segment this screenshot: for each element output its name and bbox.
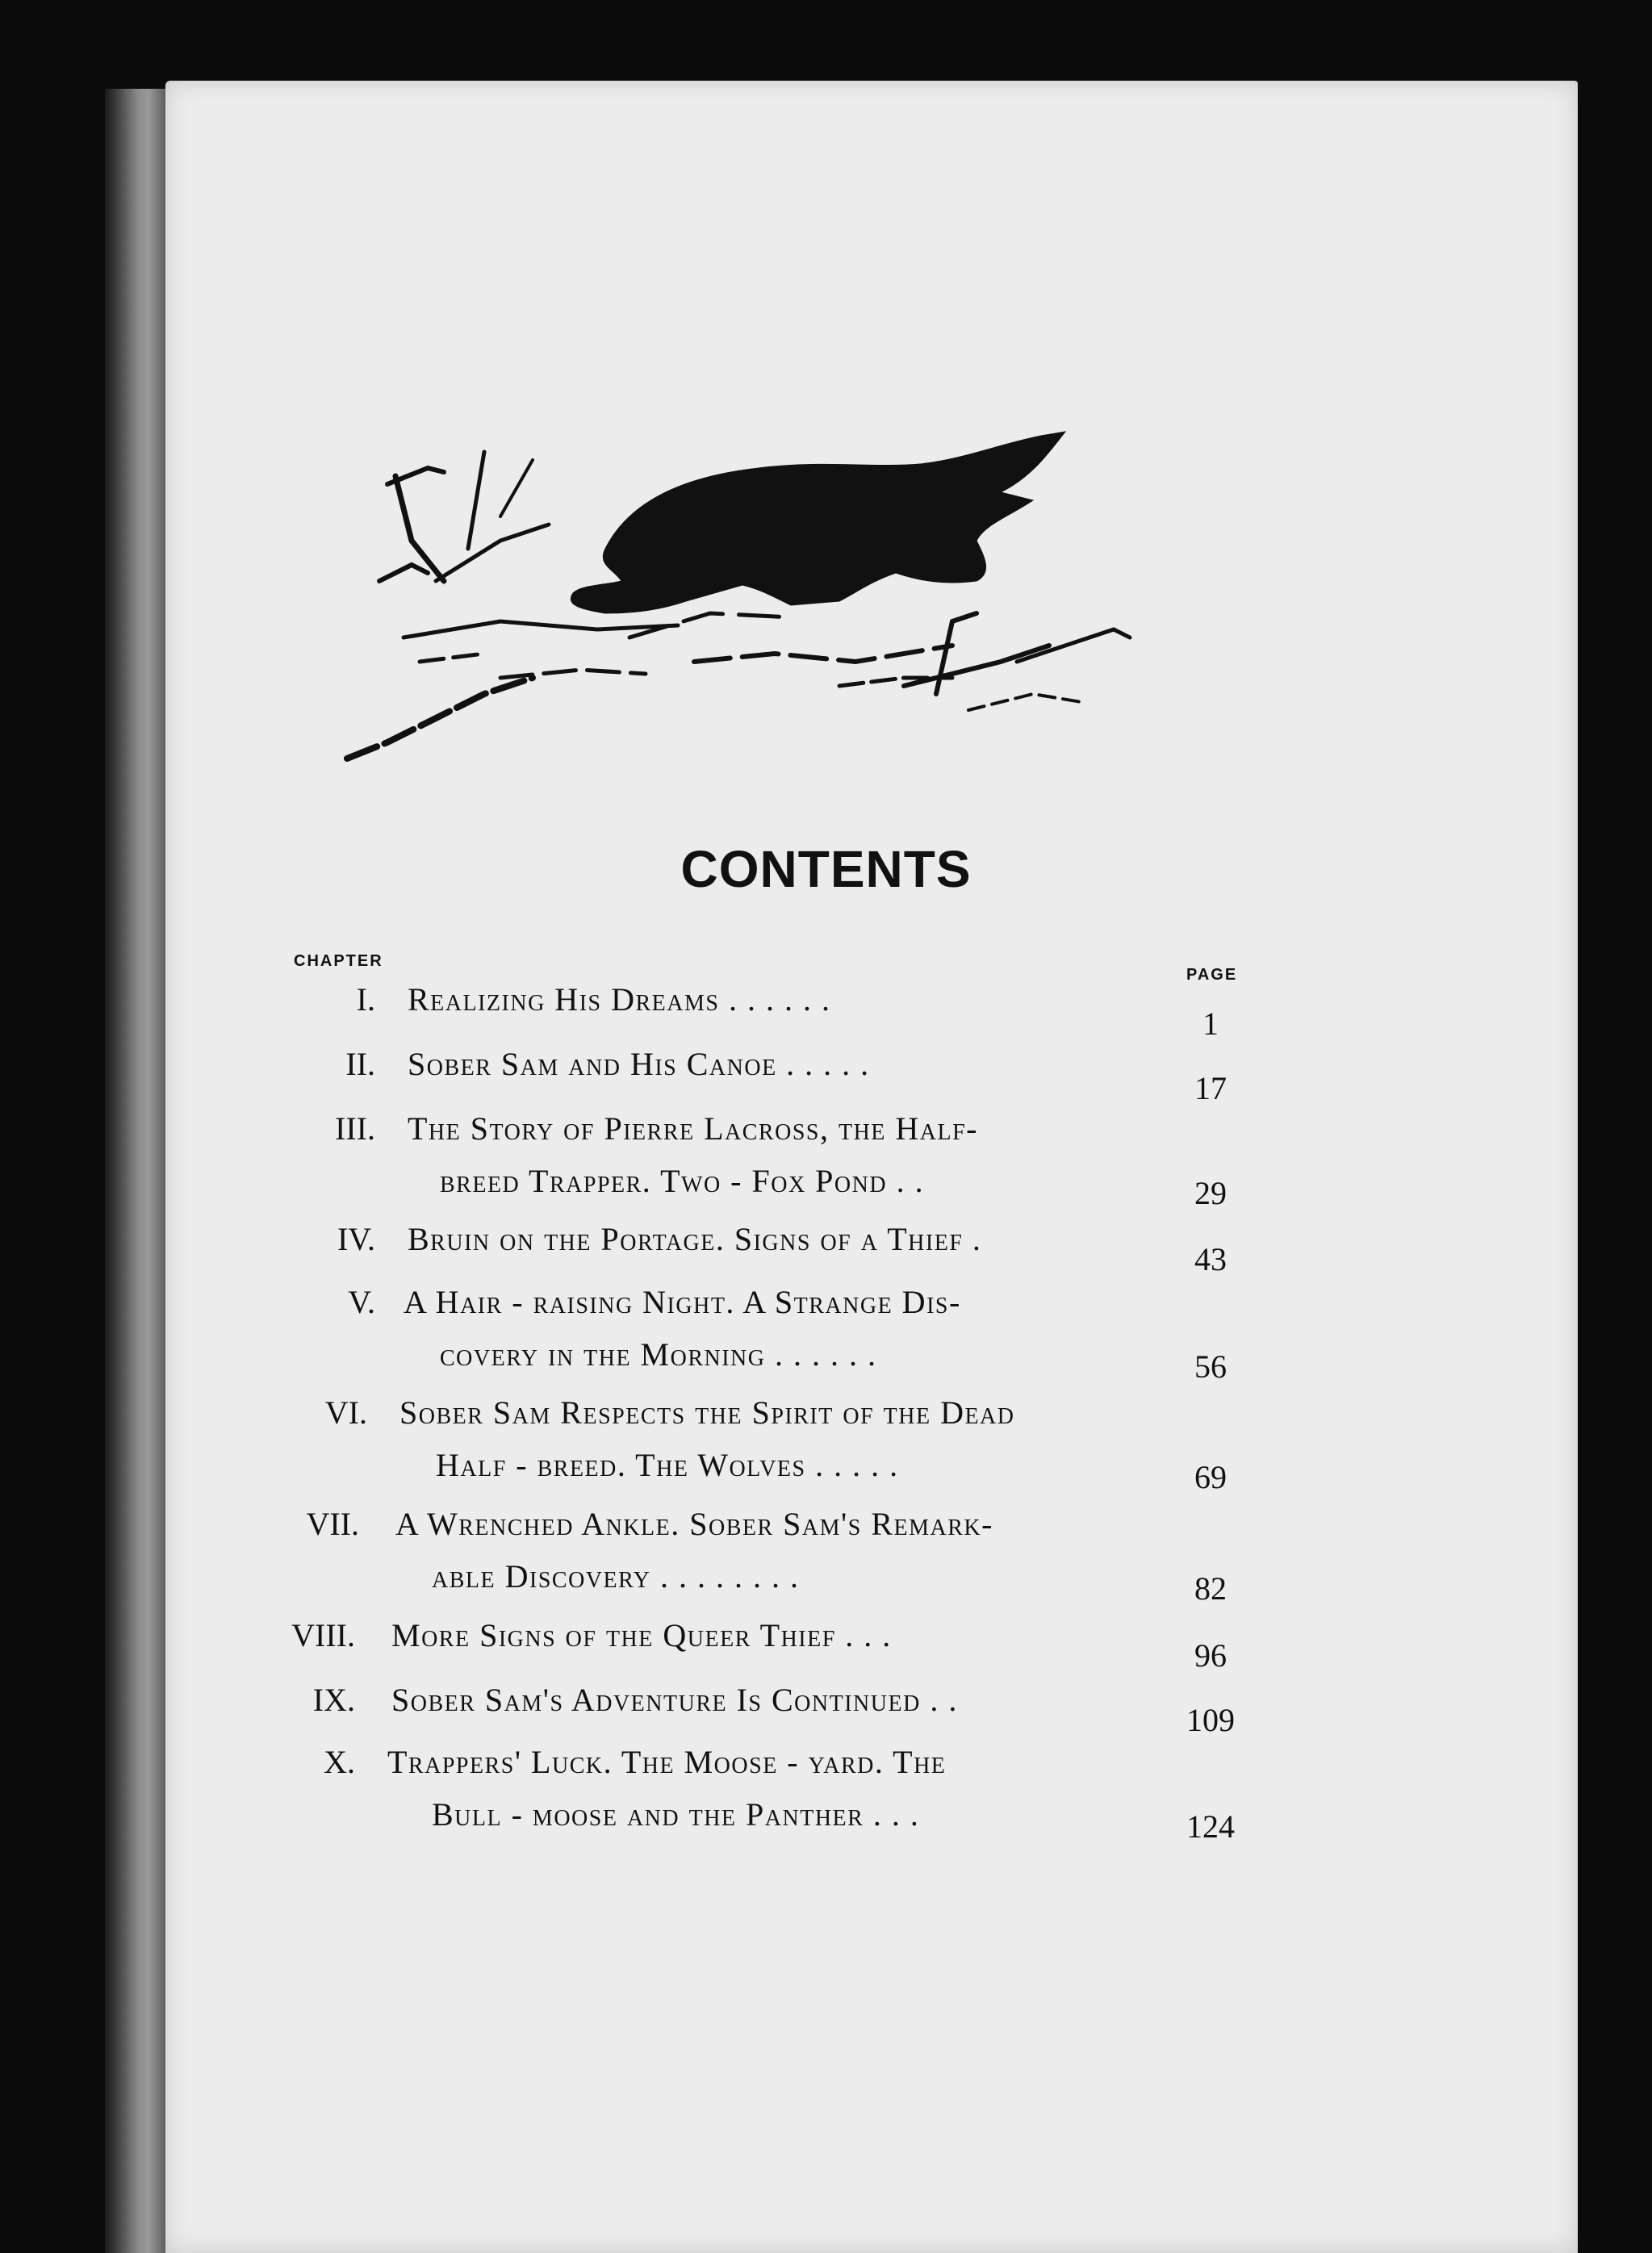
chapter-number: IX. <box>312 1682 355 1718</box>
page-title: CONTENTS <box>680 840 972 898</box>
toc-entry-9 <box>0 1681 1652 1738</box>
page-number: 29 <box>1194 1175 1227 1211</box>
toc-entry-6 <box>0 1394 1652 1495</box>
chapter-title-line-1: Sober Sam Respects the Spirit of the Dead <box>399 1394 1015 1431</box>
chapter-title: Bruin on the Portage. Signs of a Thief . <box>408 1221 982 1257</box>
chapter-title-line-2: Bull - moose and the Panther . . . <box>432 1796 920 1833</box>
chapter-title-line-2: breed Trapper. Two - Fox Pond . . <box>440 1163 925 1199</box>
toc-entry-1 <box>0 980 1652 1042</box>
chapter-title-line-1: Trappers' Luck. The Moose - yard. The <box>387 1744 947 1780</box>
chapter-number: III. <box>335 1110 375 1147</box>
chapter-title: Sober Sam and His Canoe . . . . . <box>408 1046 870 1082</box>
page-column-label: PAGE <box>1186 966 1238 984</box>
chapter-number: VII. <box>306 1506 359 1542</box>
chapter-title-line-2: able Discovery . . . . . . . . <box>432 1558 800 1595</box>
chapter-number: II. <box>345 1046 375 1082</box>
page-number: 109 <box>1186 1702 1235 1738</box>
page-number: 124 <box>1186 1808 1235 1845</box>
chapter-number: X. <box>324 1744 355 1780</box>
chapter-title: Realizing His Dreams . . . . . . <box>408 981 831 1018</box>
toc-entry-10 <box>0 1743 1652 1845</box>
chapter-title-line-1: A Hair - raising Night. A Strange Dis- <box>404 1284 961 1320</box>
chapter-title-line-1: The Story of Pierre Lacross, the Half- <box>408 1110 978 1147</box>
toc-entry-4 <box>0 1220 1652 1277</box>
page-number: 1 <box>1202 1005 1219 1042</box>
page-number: 69 <box>1194 1459 1227 1495</box>
page-number: 17 <box>1194 1070 1227 1106</box>
toc-entry-2 <box>0 1045 1652 1106</box>
chapter-title-line-2: Half - breed. The Wolves . . . . . <box>436 1447 899 1483</box>
chapter-title-line-2: covery in the Morning . . . . . . <box>440 1336 877 1373</box>
chapter-number: VIII. <box>291 1617 355 1653</box>
chapter-number: IV. <box>337 1221 375 1257</box>
toc-entry-8 <box>0 1616 1652 1674</box>
toc-entry-3 <box>0 1110 1652 1211</box>
page-number: 43 <box>1194 1241 1227 1277</box>
chapter-title: More Signs of the Queer Thief . . . <box>391 1617 892 1653</box>
chapter-title-line-1: A Wrenched Ankle. Sober Sam's Remark- <box>395 1506 993 1542</box>
chapter-number: V. <box>348 1284 375 1320</box>
toc-entry-7 <box>0 1505 1652 1607</box>
toc-entry-5 <box>0 1283 1652 1385</box>
chapter-number: VI. <box>324 1394 367 1431</box>
chapter-number: I. <box>356 981 375 1018</box>
page-number: 82 <box>1194 1570 1227 1607</box>
chapter-title: Sober Sam's Adventure Is Continued . . <box>391 1682 958 1718</box>
page-number: 56 <box>1194 1348 1227 1385</box>
page-number: 96 <box>1194 1637 1227 1674</box>
chapter-column-label: CHAPTER <box>294 952 383 970</box>
